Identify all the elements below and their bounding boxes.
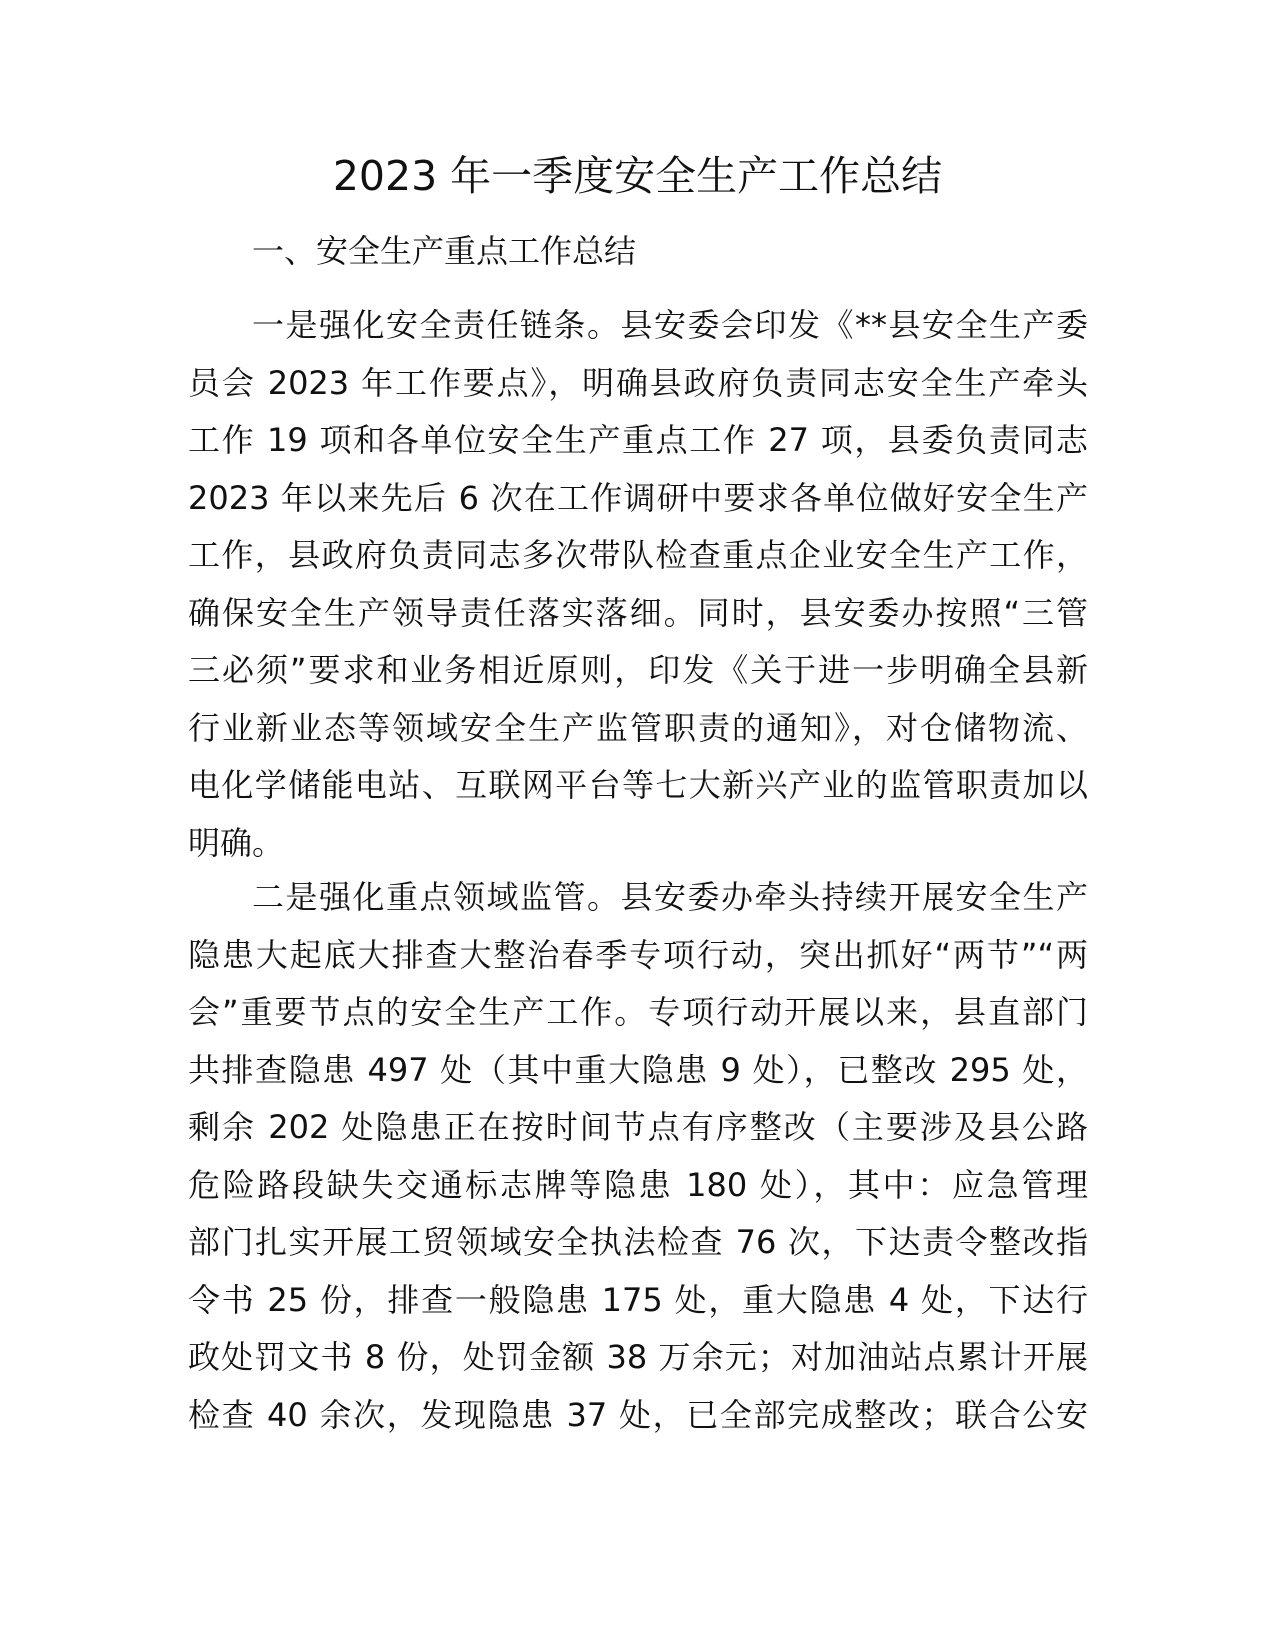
paragraph-line: 会”重要节点的安全生产工作。专项行动开展以来，县直部门 <box>188 993 1088 1031</box>
paragraph-responsibility-chain <box>188 297 1088 872</box>
paragraph-line: 工作，县政府负责同志多次带队检查重点企业安全生产工作， <box>188 536 1088 574</box>
paragraph-line: 行业新业态等领域安全生产监管职责的通知》，对仓储物流、 <box>188 708 1088 747</box>
paragraph-line: 二是强化重点领域监管。县安委办牵头持续开展安全生产 <box>252 878 1088 916</box>
paragraph-line: 部门扎实开展工贸领域安全执法检查 76 次，下达责令整改指 <box>188 1223 1088 1261</box>
paragraph-line: 明确。 <box>188 823 285 862</box>
paragraph-line: 剩余 202 处隐患正在按时间节点有序整改（主要涉及县公路 <box>188 1108 1088 1146</box>
paragraph-line: 员会 2023 年工作要点》，明确县政府负责同志安全生产牵头 <box>188 363 1088 402</box>
paragraph-line: 一是强化安全责任链条。县安委会印发《**县安全生产委 <box>252 306 1088 344</box>
section-heading: 一、安全生产重点工作总结 <box>252 232 637 270</box>
paragraph-line: 令书 25 份，排查一般隐患 175 处，重大隐患 4 处，下达行 <box>188 1280 1088 1319</box>
paragraph-line: 电化学储能电站、互联网平台等七大新兴产业的监管职责加以 <box>188 766 1088 804</box>
paragraph-line: 确保安全生产领导责任落实落细。同时，县安委办按照“三管 <box>188 593 1088 632</box>
paragraph-line: 2023 年以来先后 6 次在工作调研中要求各单位做好安全生产 <box>188 478 1088 517</box>
paragraph-line: 三必须”要求和业务相近原则，印发《关于进一步明确全县新 <box>188 651 1088 689</box>
paragraph-line: 隐患大起底大排查大整治春季专项行动，突出抓好“两节”“两 <box>188 935 1088 974</box>
paragraph-key-areas-supervision <box>188 869 1088 1444</box>
paragraph-line: 危险路段缺失交通标志牌等隐患 180 处），其中：应急管理 <box>188 1165 1088 1204</box>
paragraph-line: 共排查隐患 497 处（其中重大隐患 9 处），已整改 295 处， <box>188 1050 1088 1089</box>
paragraph-line: 政处罚文书 8 份，处罚金额 38 万余元；对加油站点累计开展 <box>188 1338 1088 1376</box>
paragraph-line: 工作 19 项和各单位安全生产重点工作 27 项，县委负责同志 <box>188 421 1088 459</box>
document-title: 2023 年一季度安全生产工作总结 <box>332 152 943 200</box>
paragraph-line: 检查 40 余次，发现隐患 37 处，已全部完成整改；联合公安 <box>188 1395 1088 1434</box>
